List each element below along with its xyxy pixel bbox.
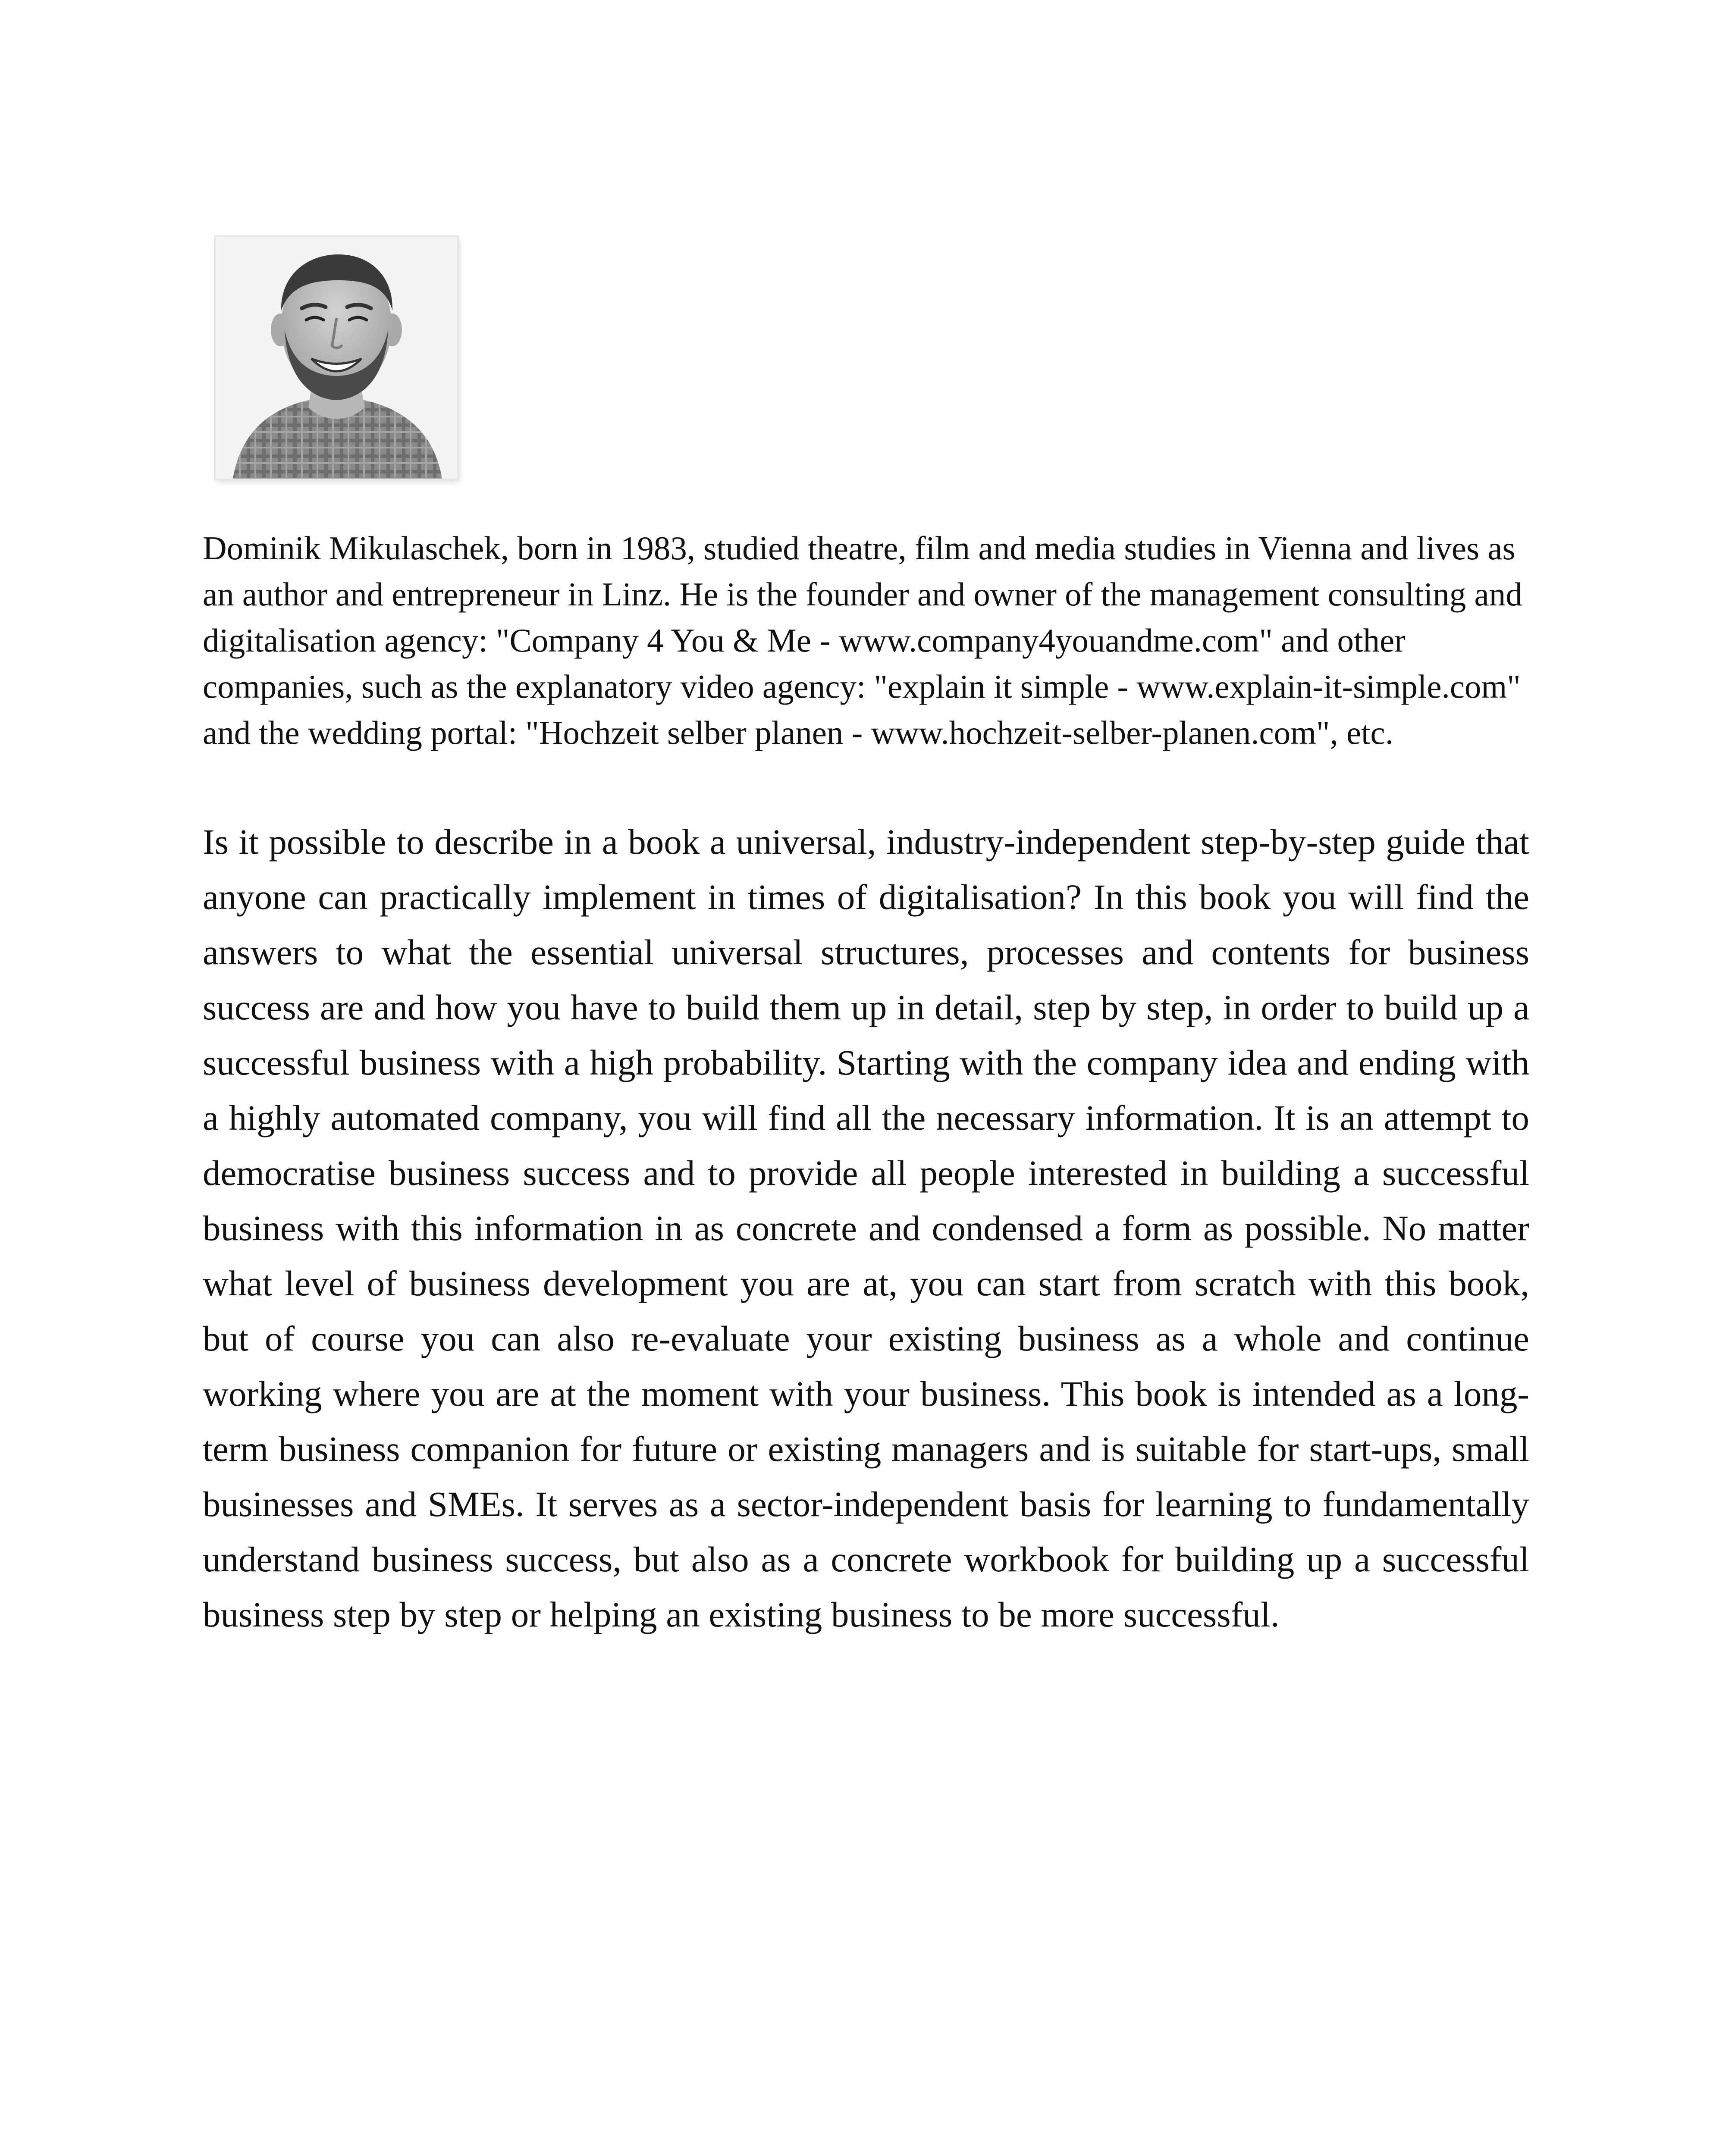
author-portrait-icon: [216, 237, 457, 479]
book-description: Is it possible to describe in a book a universal, industry-independent step-by-step guide that anyone can practically implement in times of digitalisation? In this book you will find the answers to what the essential universal structures, processes and contents for business success are and how you have to build them up in detail, step by step, in order to build up a successful business with a high probability. Starting with the company idea and ending with a highly automated company, you will find all the necessary information. It is an attempt to democratise business success and to provide all people interested in building a successful business with this information in as concrete and condensed a form as possible. No matter what level of business development you are at, you can start from scratch with this book, but of course you can also re-evaluate your existing business as a whole and continue working where you are at the moment with your business. This book is intended as a long-term business companion for future or existing managers and is suitable for start-ups, small businesses and SMEs. It serves as a sector-independent basis for learning to fundamentally understand business success, but also as a concrete workbook for building up a successful business step by step or helping an existing business to be more successful.: [203, 822, 1529, 1634]
author-photo: [216, 237, 457, 479]
author-bio: Dominik Mikulaschek, born in 1983, studied theatre, film and media studies in Vienna and lives as an author and entrepreneur in Linz. He is the founder and owner of the management consulting and digitalisation agency: "Company 4 You & Me - www.company4youandme.com" and other companies, such as the explanatory video agency: "explain it simple - www.explain-it-simple.com" and the wedding portal: "Hochzeit selber planen - www.hochzeit-selber-planen.com", etc.: [203, 530, 1522, 751]
